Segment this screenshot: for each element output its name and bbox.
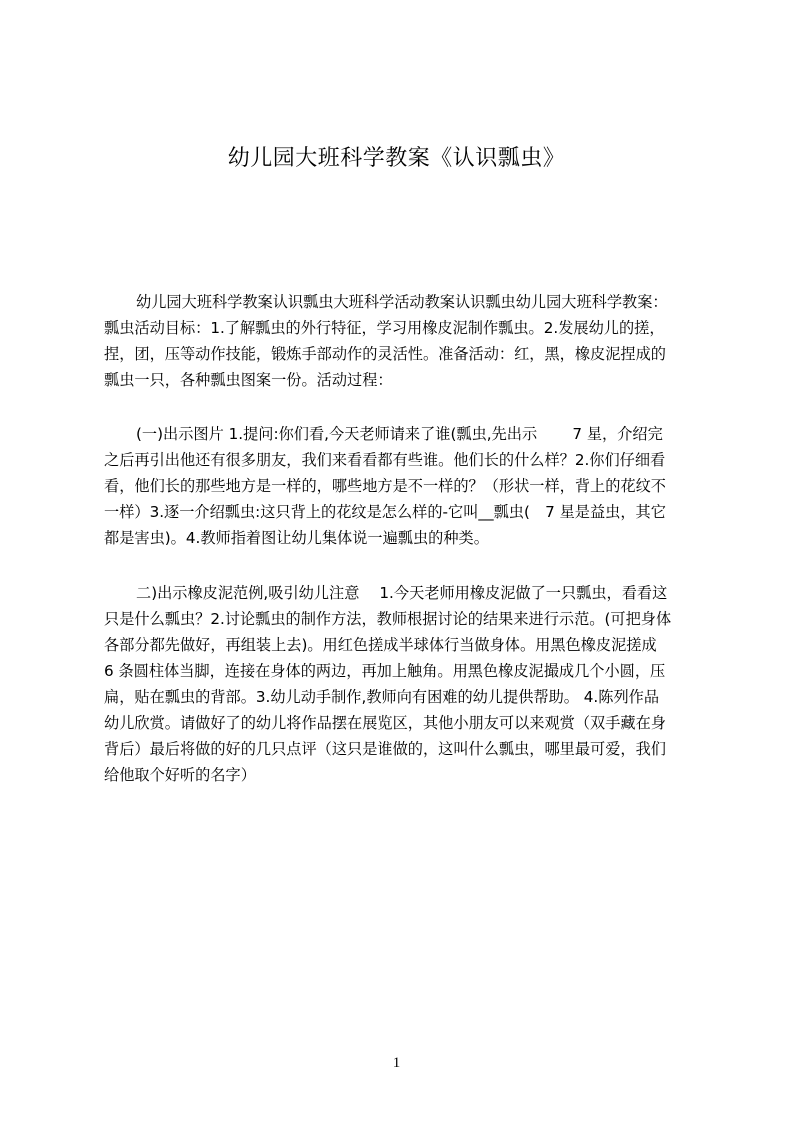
text-line: 各部分都先做好，再组装上去)。用红色搓成半球体行当做身体。用黑色橡皮泥搓成 (104, 636, 657, 654)
page-number: 1 (392, 1055, 401, 1071)
text-line: (一)出示图片 1.提问:你们看,今天老师请来了谁(瓢虫,先出示 7 星，介绍完 (136, 425, 663, 443)
text-line: 幼儿欣赏。请做好了的幼儿将作品摆在展览区，其他小朋友可以来观赏（双手藏在身 (104, 714, 666, 732)
text-line: 都是害虫)。4.教师指着图让幼儿集体说一遍瓢虫的种类。 (104, 529, 489, 547)
text-line: 瓢虫一只，各种瓢虫图案一份。活动过程： (104, 371, 393, 389)
text-line: 看，他们长的那些地方是一样的，哪些地方是不一样的？（形状一样，背上的花纹不 (104, 477, 666, 495)
text-line: 瓢虫活动目标：1.了解瓢虫的外行特征，学习用橡皮泥制作瓢虫。2.发展幼儿的搓， (104, 319, 665, 337)
text-line: 一样）3.逐一介绍瓢虫:这只背上的花纹是怎么样的-它叫__瓢虫( 7 星是益虫，其它 (104, 503, 666, 521)
text-line: 6 条圆柱体当脚，连接在身体的两边，再加上触角。用黑色橡皮泥撮成几个小圆，压 (104, 662, 666, 680)
text-line: 二)出示橡皮泥范例,吸引幼儿注意 1.今天老师用橡皮泥做了一只瓢虫，看看这 (136, 584, 668, 602)
text-line: 给他取个好听的名字） (104, 766, 256, 784)
paragraph-step-one (104, 421, 700, 551)
text-line: 扁，贴在瓢虫的背部。3.幼儿动手制作,教师向有困难的幼儿提供帮助。 4.陈列作品 (104, 688, 660, 706)
text-line: 背后）最后将做的好的几只点评（这只是谁做的，这叫什么瓢虫，哪里最可爱，我们 (104, 740, 666, 758)
text-line: 捏，团，压等动作技能，锻炼手部动作的灵活性。准备活动：红，黑，橡皮泥捏成的 (104, 345, 666, 363)
text-line: 只是什么瓢虫？2.讨论瓢虫的制作方法，教师根据讨论的结果来进行示范。(可把身体 (104, 610, 672, 628)
document-title: 幼儿园大班科学教案《认识瓢虫》 (227, 146, 566, 171)
paragraph-intro (104, 289, 700, 393)
text-line: 幼儿园大班科学教案认识瓢虫大班科学活动教案认识瓢虫幼儿园大班科学教案： (136, 293, 668, 311)
paragraph-step-two (104, 580, 700, 788)
text-line: 之后再引出他还有很多朋友，我们来看看都有些谁。他们长的什么样？2.你们仔细看 (104, 451, 666, 469)
